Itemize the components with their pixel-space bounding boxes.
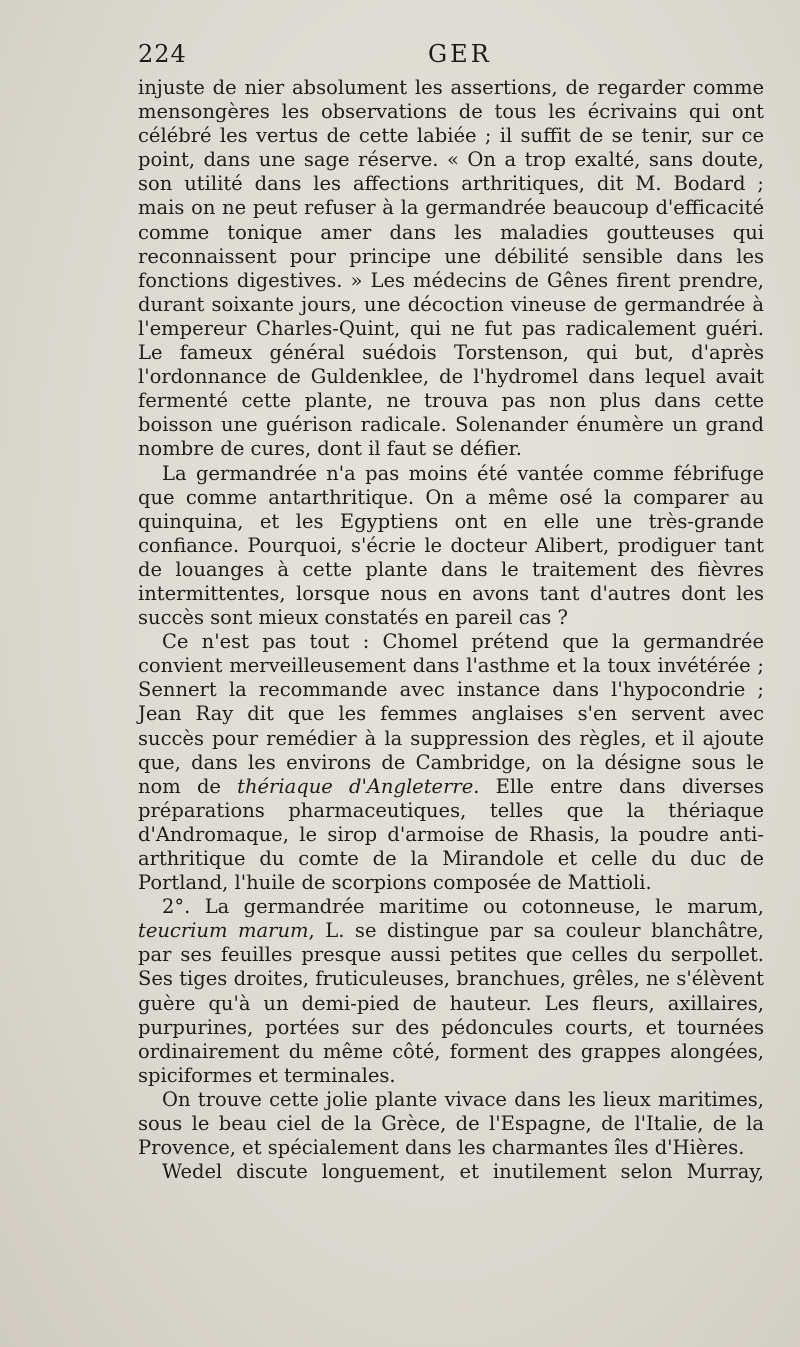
paragraph-4: 2°. La germandrée maritime ou cotonneuse, le marum, teucrium marum, L. se distingue par sa couleur blanchâtre, par ses feuilles presque aussi petites que celles du serpollet. Ses tiges droites, fruticuleuses, branchues, grêles, ne s'élèvent guère qu'à un demi-pied de hauteur. Les fleurs, axillaires, purpurines, portées sur des pédoncules courts, et tournées ordinairement du même côté, forment des grappes alongées, spiciformes et terminales. bbox=[138, 895, 764, 1087]
body-text bbox=[138, 76, 764, 1184]
paragraph-5: On trouve cette jolie plante vivace dans les lieux maritimes, sous le beau ciel de la Grèce, de l'Espagne, de l'Italie, de la Provence, et spécialement dans les charmantes îles d'Hières. bbox=[138, 1087, 764, 1160]
paragraph-3: Ce n'est pas tout : Chomel prétend que la germandrée convient merveilleusement dans l'asthme et la toux invétérée ; Sennert la recommande avec instance dans l'hypocondrie ; Jean Ray dit que les femmes anglaises s'en servent avec succès pour remédier à la suppression des règles, et il ajoute que, dans les environs de Cambridge, on la désigne sous le nom de thériaque d'Angleterre. Elle entre dans diverses préparations pharmaceutiques, telles que la thériaque d'Andromaque, le sirop d'armoise de Rhasis, la poudre anti-arthritique du comte de la Mirandole et celle du duc de Portland, l'huile de scorpions composée de Mattioli. bbox=[138, 630, 764, 895]
paragraph-1: injuste de nier absolument les assertions, de regarder comme mensongères les observations de tous les écrivains qui ont célébré les vertus de cette labiée ; il suffit de se tenir, sur ce point, dans une sage réserve. « On a trop exalté, sans doute, son utilité dans les affections arthritiques, dit M. Bodard ; mais on ne peut refuser à la germandrée beaucoup d'efficacité comme tonique amer dans les maladies goutteuses qui reconnaissent pour principe une débilité sensible dans les fonctions digestives. » Les médecins de Gênes firent prendre, durant soixante jours, une décoction vineuse de germandrée à l'empereur Charles-Quint, qui ne fut pas radicalement guéri. Le fameux général suédois Torstenson, qui but, d'après l'ordonnance de Guldenklee, de l'hydromel dans lequel avait fermenté cette plante, ne trouva pas non plus dans cette boisson une guérison radicale. Solenander énumère un grand nombre de cures, dont il faut se défier. bbox=[138, 76, 764, 461]
page-number: 224 bbox=[138, 40, 187, 68]
paragraph-6: Wedel discute longuement, et inutilement selon Murray, bbox=[162, 1160, 764, 1184]
italic-species-name: teucrium marum bbox=[138, 919, 309, 943]
page-header bbox=[138, 40, 766, 74]
italic-term: thériaque d'Angleterre bbox=[237, 774, 474, 798]
running-head: GER bbox=[428, 40, 492, 68]
paragraph-2: La germandrée n'a pas moins été vantée comme fébrifuge que comme antarthritique. On a même osé la comparer au quinquina, et les Egyptiens ont en elle une très-grande confiance. Pourquoi, s'écrie le docteur Alibert, prodiguer tant de louanges à cette plante dans le traitement des fièvres intermittentes, lorsque nous en avons tant d'autres dont les succès sont mieux constatés en pareil cas ? bbox=[138, 461, 764, 630]
